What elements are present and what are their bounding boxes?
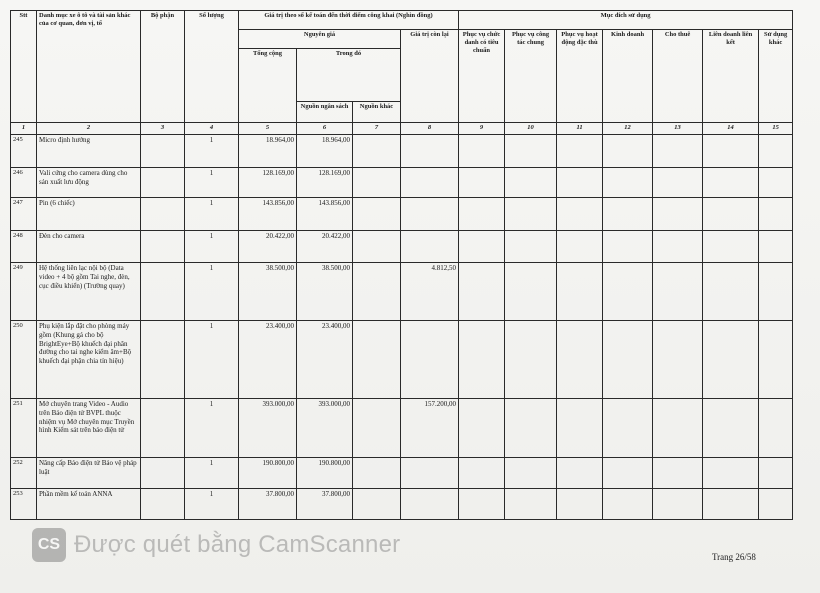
row-purpose-cell	[459, 198, 505, 231]
header-other-source: Nguồn khác	[353, 102, 401, 123]
row-purpose-cell	[703, 399, 759, 458]
row-quantity: 1	[185, 168, 239, 198]
row-state-budget: 143.856,00	[297, 198, 353, 231]
row-department	[141, 489, 185, 520]
row-other-source	[353, 489, 401, 520]
row-purpose-cell	[603, 198, 653, 231]
row-purpose-cell	[603, 231, 653, 263]
row-department	[141, 198, 185, 231]
row-quantity: 1	[185, 231, 239, 263]
row-other-source	[353, 458, 401, 489]
row-remaining-value	[401, 458, 459, 489]
row-other-source	[353, 198, 401, 231]
column-index: 9	[459, 123, 505, 135]
row-quantity: 1	[185, 321, 239, 399]
row-purpose-cell	[603, 489, 653, 520]
row-purpose-cell	[759, 399, 793, 458]
column-index: 15	[759, 123, 793, 135]
column-index: 1	[11, 123, 37, 135]
column-index: 8	[401, 123, 459, 135]
row-stt: 248	[11, 231, 37, 263]
row-purpose-cell	[557, 135, 603, 168]
header-purpose-public-work: Phục vụ công tác chung	[505, 30, 557, 123]
row-asset-name: Vali cứng cho camera dùng cho sản xuất lưu động	[37, 168, 141, 198]
table-row	[11, 168, 793, 198]
row-asset-name: Micro định hướng	[37, 135, 141, 168]
row-purpose-cell	[703, 263, 759, 321]
column-index: 6	[297, 123, 353, 135]
row-stt: 251	[11, 399, 37, 458]
row-purpose-cell	[459, 489, 505, 520]
row-purpose-cell	[557, 263, 603, 321]
table-row	[11, 135, 793, 168]
row-remaining-value	[401, 231, 459, 263]
row-purpose-cell	[505, 399, 557, 458]
table-body	[11, 135, 793, 520]
row-quantity: 1	[185, 489, 239, 520]
row-total: 18.964,00	[239, 135, 297, 168]
row-purpose-cell	[557, 489, 603, 520]
row-other-source	[353, 263, 401, 321]
row-purpose-cell	[653, 168, 703, 198]
header-purpose-group: Mục đích sử dụng	[459, 11, 793, 30]
row-department	[141, 168, 185, 198]
row-purpose-cell	[653, 263, 703, 321]
row-purpose-cell	[703, 489, 759, 520]
column-index: 2	[37, 123, 141, 135]
row-purpose-cell	[459, 135, 505, 168]
row-total: 37.800,00	[239, 489, 297, 520]
row-purpose-cell	[759, 198, 793, 231]
row-purpose-cell	[603, 458, 653, 489]
row-other-source	[353, 135, 401, 168]
row-state-budget: 190.800,00	[297, 458, 353, 489]
header-purpose-special: Phục vụ hoạt động đặc thù	[557, 30, 603, 123]
row-remaining-value	[401, 168, 459, 198]
row-quantity: 1	[185, 458, 239, 489]
row-purpose-cell	[603, 321, 653, 399]
row-state-budget: 128.169,00	[297, 168, 353, 198]
column-index: 10	[505, 123, 557, 135]
table-row	[11, 321, 793, 399]
row-purpose-cell	[557, 168, 603, 198]
row-purpose-cell	[557, 458, 603, 489]
row-purpose-cell	[703, 321, 759, 399]
row-asset-name: Đèn cho camera	[37, 231, 141, 263]
row-quantity: 1	[185, 198, 239, 231]
row-department	[141, 263, 185, 321]
row-stt: 253	[11, 489, 37, 520]
header-total: Tổng cộng	[239, 49, 297, 123]
row-total: 23.400,00	[239, 321, 297, 399]
row-state-budget: 37.800,00	[297, 489, 353, 520]
row-asset-name: Mở chuyên trang Video - Audio trên Báo điện tử BVPL thuộc nhiệm vụ Mở chuyên mục Truyền hình Kiểm sát trên báo điện tử	[37, 399, 141, 458]
table-row	[11, 263, 793, 321]
row-remaining-value	[401, 198, 459, 231]
row-purpose-cell	[603, 135, 653, 168]
row-purpose-cell	[759, 489, 793, 520]
row-purpose-cell	[653, 489, 703, 520]
row-purpose-cell	[459, 231, 505, 263]
row-stt: 246	[11, 168, 37, 198]
table-row	[11, 489, 793, 520]
header-original-price: Nguyên giá	[239, 30, 401, 49]
row-stt: 252	[11, 458, 37, 489]
row-purpose-cell	[505, 489, 557, 520]
camscanner-watermark	[32, 528, 400, 562]
row-remaining-value	[401, 135, 459, 168]
row-remaining-value	[401, 321, 459, 399]
header-purpose-business: Kinh doanh	[603, 30, 653, 123]
header-value-group: Giá trị theo số kế toán đến thời điểm công khai (Nghìn đồng)	[239, 11, 459, 30]
row-quantity: 1	[185, 399, 239, 458]
row-purpose-cell	[505, 135, 557, 168]
row-purpose-cell	[653, 231, 703, 263]
row-remaining-value	[401, 489, 459, 520]
row-stt: 247	[11, 198, 37, 231]
row-purpose-cell	[603, 399, 653, 458]
row-other-source	[353, 321, 401, 399]
row-total: 190.800,00	[239, 458, 297, 489]
row-purpose-cell	[459, 321, 505, 399]
row-purpose-cell	[759, 263, 793, 321]
row-purpose-cell	[557, 399, 603, 458]
row-state-budget: 20.422,00	[297, 231, 353, 263]
column-index: 4	[185, 123, 239, 135]
column-index-row	[11, 123, 793, 135]
row-quantity: 1	[185, 135, 239, 168]
column-index: 12	[603, 123, 653, 135]
row-department	[141, 135, 185, 168]
row-asset-name: Phần mềm kế toán ANNA	[37, 489, 141, 520]
row-purpose-cell	[703, 458, 759, 489]
header-purpose-lease: Cho thuê	[653, 30, 703, 123]
row-purpose-cell	[557, 231, 603, 263]
table-row	[11, 231, 793, 263]
row-purpose-cell	[653, 321, 703, 399]
column-index: 11	[557, 123, 603, 135]
row-purpose-cell	[653, 399, 703, 458]
table-row	[11, 458, 793, 489]
row-asset-name: Pin (6 chiếc)	[37, 198, 141, 231]
header-asset-name: Danh mục xe ô tô và tài sản khác của cơ quan, đơn vị, tổ	[37, 11, 141, 123]
row-asset-name: Nâng cấp Báo điện tử Bảo vệ pháp luật	[37, 458, 141, 489]
header-remaining-value: Giá trị còn lại	[401, 30, 459, 123]
asset-disclosure-table	[10, 10, 793, 520]
row-purpose-cell	[459, 168, 505, 198]
row-total: 20.422,00	[239, 231, 297, 263]
table-row	[11, 399, 793, 458]
table-header	[11, 11, 793, 135]
header-state-budget: Nguồn ngân sách	[297, 102, 353, 123]
row-stt: 250	[11, 321, 37, 399]
row-purpose-cell	[759, 168, 793, 198]
column-index: 14	[703, 123, 759, 135]
column-index: 3	[141, 123, 185, 135]
row-purpose-cell	[603, 168, 653, 198]
column-index: 7	[353, 123, 401, 135]
row-purpose-cell	[759, 321, 793, 399]
row-quantity: 1	[185, 263, 239, 321]
row-purpose-cell	[505, 168, 557, 198]
header-department: Bộ phận	[141, 11, 185, 123]
row-remaining-value: 157.200,00	[401, 399, 459, 458]
row-purpose-cell	[653, 135, 703, 168]
row-asset-name: Phụ kiện lắp đặt cho phòng máy gồm (Khung gá cho bộ BrightEye+Bộ khuếch đại phân đường cho tai nghe kiểm âm+Bộ khuếch đại phận chia tín hiệu)	[37, 321, 141, 399]
row-state-budget: 38.500,00	[297, 263, 353, 321]
row-purpose-cell	[459, 263, 505, 321]
row-asset-name: Hệ thống liên lạc nội bộ (Data video + 4 bộ gồm Tai nghe, đèn, cục điều khiển) (Trường quay)	[37, 263, 141, 321]
column-index: 5	[239, 123, 297, 135]
row-department	[141, 458, 185, 489]
table-row	[11, 198, 793, 231]
row-purpose-cell	[459, 399, 505, 458]
row-department	[141, 321, 185, 399]
row-purpose-cell	[505, 263, 557, 321]
header-stt: Stt	[11, 11, 37, 123]
row-remaining-value: 4.812,50	[401, 263, 459, 321]
row-other-source	[353, 399, 401, 458]
row-total: 143.856,00	[239, 198, 297, 231]
row-purpose-cell	[653, 198, 703, 231]
row-other-source	[353, 168, 401, 198]
row-total: 128.169,00	[239, 168, 297, 198]
header-purpose-other: Sử dụng khác	[759, 30, 793, 123]
page-number: Trang 26/58	[712, 552, 756, 562]
row-purpose-cell	[759, 458, 793, 489]
header-purpose-joint-venture: Liên doanh liên kết	[703, 30, 759, 123]
row-purpose-cell	[557, 321, 603, 399]
row-purpose-cell	[505, 321, 557, 399]
row-purpose-cell	[759, 135, 793, 168]
row-purpose-cell	[703, 198, 759, 231]
row-purpose-cell	[505, 231, 557, 263]
row-state-budget: 393.000,00	[297, 399, 353, 458]
row-purpose-cell	[505, 198, 557, 231]
row-purpose-cell	[505, 458, 557, 489]
row-purpose-cell	[703, 168, 759, 198]
row-purpose-cell	[557, 198, 603, 231]
row-purpose-cell	[603, 263, 653, 321]
row-total: 38.500,00	[239, 263, 297, 321]
row-purpose-cell	[653, 458, 703, 489]
row-total: 393.000,00	[239, 399, 297, 458]
row-purpose-cell	[703, 135, 759, 168]
row-department	[141, 231, 185, 263]
row-department	[141, 399, 185, 458]
column-index: 13	[653, 123, 703, 135]
row-stt: 249	[11, 263, 37, 321]
row-purpose-cell	[703, 231, 759, 263]
row-purpose-cell	[759, 231, 793, 263]
row-other-source	[353, 231, 401, 263]
header-quantity: Số lượng	[185, 11, 239, 123]
header-purpose-title-standard: Phục vụ chức danh có tiêu chuẩn	[459, 30, 505, 123]
row-state-budget: 18.964,00	[297, 135, 353, 168]
row-purpose-cell	[459, 458, 505, 489]
camscanner-logo-icon: CS	[32, 528, 66, 562]
watermark-text: Được quét bằng CamScanner	[74, 531, 401, 558]
row-state-budget: 23.400,00	[297, 321, 353, 399]
row-stt: 245	[11, 135, 37, 168]
header-of-which: Trong đó	[297, 49, 401, 102]
